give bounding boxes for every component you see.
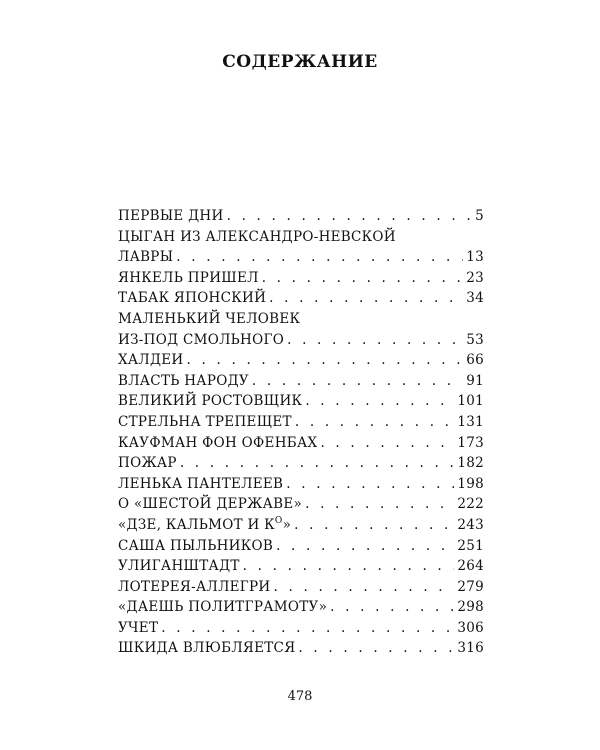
toc-leader-dots [269,288,463,309]
toc-entry-title: ТАБАК ЯПОНСКИЙ [118,290,267,307]
toc-entry [118,391,484,412]
toc-entry-title: ХАЛДЕИ [118,352,184,369]
toc-leader-dots [320,433,454,454]
toc-entry-title: УЧЕТ [118,619,159,636]
toc-entry-title-line1: МАЛЕНЬКИЙ ЧЕЛОВЕК [118,310,301,327]
toc-entry [118,227,484,268]
toc-entry [118,453,484,474]
toc-leader-dots [305,391,454,412]
toc-leader-dots [262,268,464,289]
toc-entry [118,288,484,309]
toc-entry-title-line1: ЦЫГАН ИЗ АЛЕКСАНДРО-НЕВСКОЙ [118,228,396,245]
toc-entry-page: 306 [457,619,484,636]
toc-entry-page: 34 [466,290,484,307]
toc-leader-dots [286,474,454,495]
toc-entry-page: 53 [466,331,484,348]
toc-entry [118,597,484,618]
toc-entry-title: КАУФМАН ФОН ОФЕНБАХ [118,434,318,451]
toc-leader-dots [298,638,454,659]
toc-entry-page: 243 [457,516,484,533]
toc-entry [118,556,484,577]
toc-leader-dots [305,494,454,515]
toc-entry-title: УЛИГАНШТАДТ [118,558,240,575]
toc-entry-title: ШКИДА ВЛЮБЛЯЕТСЯ [118,640,296,657]
toc-entry-title-superscript: О [274,515,283,526]
toc-entry-page: 131 [457,413,484,430]
toc-entry-page: 101 [457,393,484,410]
toc-entry-title: САША ПЫЛЬНИКОВ [118,537,274,554]
toc-entry-page: 264 [457,558,484,575]
toc-entry [118,350,484,371]
toc-leader-dots [276,536,454,557]
toc-entry-page: 222 [457,496,484,513]
toc-entry-title: ЛЕНЬКА ПАНТЕЛЕЕВ [118,475,284,492]
toc-entry-title: СТРЕЛЬНА ТРЕПЕЩЕТ [118,413,292,430]
toc-entry [118,433,484,454]
toc-entry-title: ИЗ-ПОД СМОЛЬНОГО [118,331,285,348]
toc-entry-title-text: «ДЗЕ, КАЛЬМОТ И К [118,516,275,533]
toc-entry-title: О «ШЕСТОЙ ДЕРЖАВЕ» [118,496,303,513]
toc-entry [118,412,484,433]
toc-leader-dots [243,556,455,577]
toc-leader-dots [161,618,454,639]
toc-entry [118,638,484,659]
toc-entry-title: ПОЖАР [118,455,177,472]
toc-leader-dots [330,597,454,618]
toc-entry-page: 13 [466,249,484,266]
toc-entry-page: 173 [457,434,484,451]
toc-leader-dots [295,412,454,433]
toc-leader-dots [227,206,473,227]
toc-entry [118,371,484,392]
table-of-contents [118,206,484,659]
toc-entry [118,474,484,495]
toc-entry-page: 91 [466,372,484,389]
toc-entry-title: ВЛАСТЬ НАРОДУ [118,372,249,389]
toc-entry [118,618,484,639]
toc-leader-dots [294,515,454,536]
toc-entry-page: 182 [457,455,484,472]
toc-entry [118,268,484,289]
toc-leader-dots [176,247,463,268]
toc-leader-dots [274,577,455,598]
toc-entry [118,536,484,557]
toc-entry-page: 316 [457,640,484,657]
toc-entry-title-tail: » [282,516,292,533]
toc-entry-page: 5 [475,208,484,224]
toc-entry-title: «ДАЕШЬ ПОЛИТГРАМОТУ» [118,599,328,616]
page-number: 478 [287,689,313,704]
toc-entry [118,309,484,350]
toc-entry-page: 251 [457,537,484,554]
toc-leader-dots [187,350,464,371]
toc-entry [118,494,484,515]
toc-entry-title [118,515,291,536]
toc-entry-page: 23 [466,269,484,286]
page-title: СОДЕРЖАНИЕ [222,52,378,72]
toc-entry-title: ЛОТЕРЕЯ-АЛЛЕГРИ [118,578,271,595]
toc-leader-dots [180,453,455,474]
toc-entry-page: 298 [457,599,484,616]
toc-entry-page: 279 [457,578,484,595]
toc-entry-page: 198 [457,475,484,492]
toc-entry [118,515,484,536]
toc-entry-title: ЛАВРЫ [118,249,174,266]
toc-entry-title: ВЕЛИКИЙ РОСТОВЩИК [118,393,303,410]
toc-entry [118,206,484,227]
toc-entry-page: 66 [466,352,484,369]
toc-leader-dots [252,371,463,392]
toc-leader-dots [287,330,463,351]
toc-entry [118,577,484,598]
toc-entry-title: ПЕРВЫЕ ДНИ [118,208,224,224]
toc-entry-title: ЯНКЕЛЬ ПРИШЕЛ [118,269,259,286]
